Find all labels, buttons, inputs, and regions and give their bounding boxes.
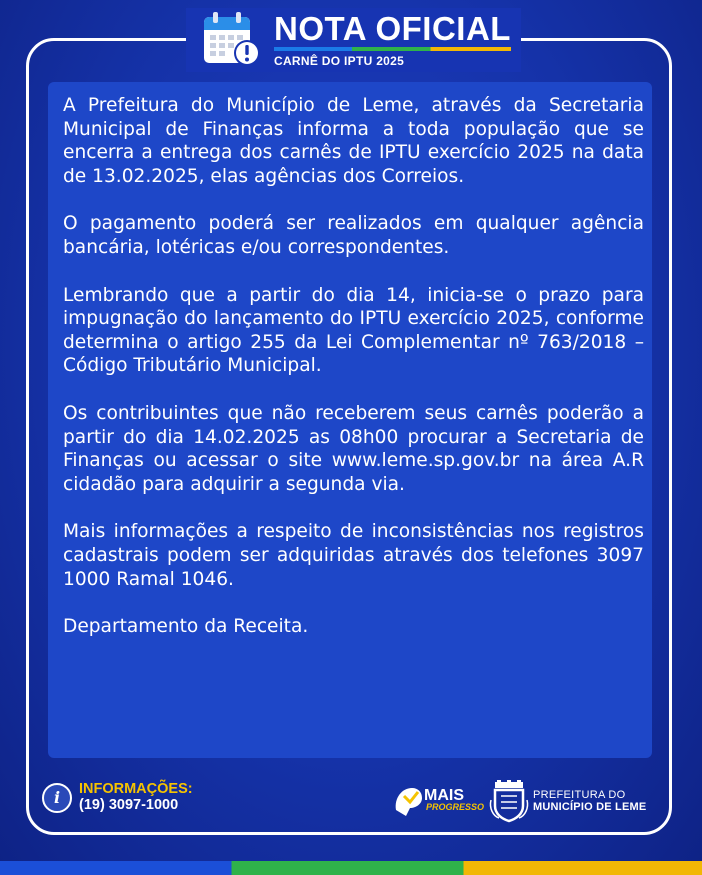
info-icon: i bbox=[42, 783, 72, 813]
footer-info bbox=[42, 782, 193, 813]
page-subtitle: CARNÊ DO IPTU 2025 bbox=[274, 54, 405, 68]
mais-progresso-logo bbox=[392, 780, 485, 820]
title-underline bbox=[274, 47, 511, 51]
info-label: INFORMAÇÕES: bbox=[79, 781, 193, 797]
svg-text:PROGRESSO: PROGRESSO bbox=[426, 802, 485, 812]
info-phone: (19) 3097-1000 bbox=[79, 797, 179, 813]
page-title: NOTA OFICIAL bbox=[274, 10, 511, 47]
header bbox=[186, 8, 521, 72]
title-block bbox=[274, 12, 511, 68]
brasao-icon bbox=[489, 780, 529, 822]
paragraph-1: A Prefeitura do Município de Leme, através da Secretaria Municipal de Finanças informa a toda população que se encerra a entrega dos carnês de IPTU exercício 2025 na data de 13.02.2025, elas agências dos Correios. bbox=[63, 95, 644, 187]
notice-panel bbox=[48, 82, 652, 758]
pref-line1: PREFEITURA DO bbox=[533, 789, 626, 801]
bottom-color-stripe bbox=[0, 861, 702, 875]
prefeitura-logo bbox=[489, 780, 646, 822]
paragraph-2: O pagamento poderá ser realizados em qualquer agência bancária, lotéricas e/ou correspondentes. bbox=[63, 213, 644, 258]
paragraph-3: Lembrando que a partir do dia 14, inicia-se o prazo para impugnação do lançamento do IPTU exercício 2025, conforme determina o artigo 255 da Lei Complementar nº 763/2018 – Código Tributário Municipal. bbox=[63, 284, 644, 377]
pref-line2: MUNICÍPIO DE LEME bbox=[533, 801, 647, 813]
paragraph-5: Mais informações a respeito de inconsistências nos registros cadastrais podem ser adquiridas através dos telefones 3097 1000 Ramal 1046. bbox=[63, 521, 644, 590]
paragraph-4: Os contribuintes que não receberem seus carnês poderão a partir do dia 14.02.2025 as 08h00 procurar a Secretaria de Finanças ou acessar o site www.leme.sp.gov.br na área A.R cidadão para adquirir a segunda via. bbox=[63, 402, 644, 495]
calendar-alert-icon bbox=[200, 9, 262, 71]
paragraph-signature: Departamento da Receita. bbox=[63, 616, 309, 638]
svg-text:MAIS: MAIS bbox=[424, 787, 464, 804]
